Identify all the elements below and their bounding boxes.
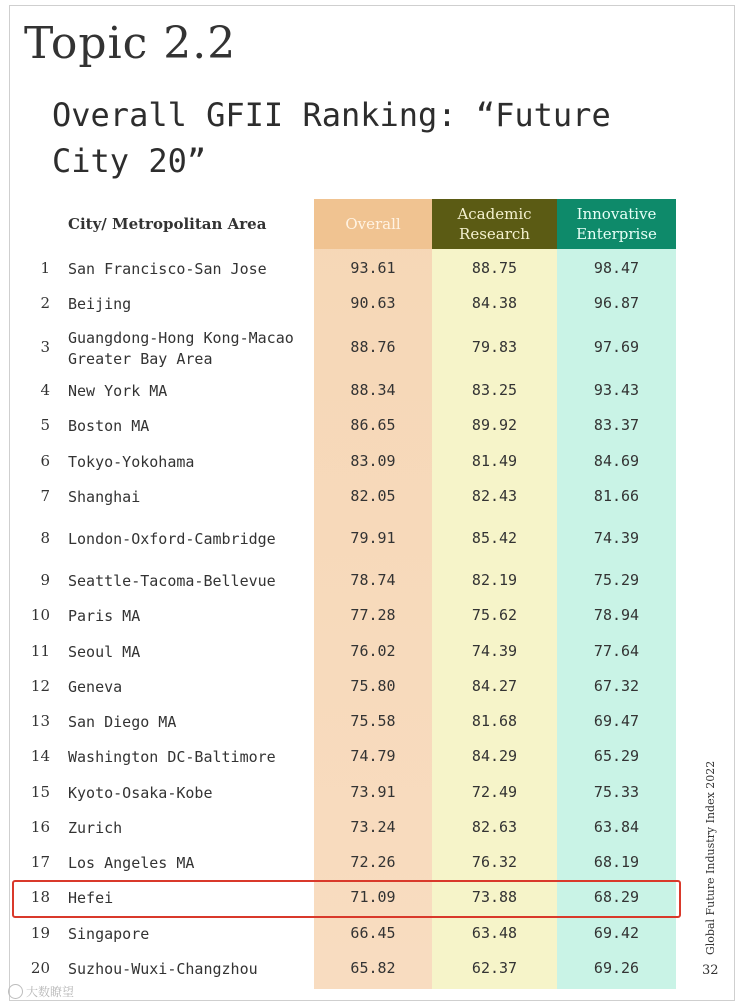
- overall-cell: 93.61: [350, 259, 396, 277]
- rank-cell: 15: [30, 783, 50, 801]
- rank-cell: 17: [30, 853, 50, 871]
- innovative-cell: 69.26: [593, 959, 640, 977]
- academic-cell: 73.88: [471, 888, 518, 906]
- innovative-cell: 67.32: [593, 677, 640, 695]
- innovative-cell: 96.87: [593, 294, 640, 312]
- academic-cell: 82.19: [471, 571, 518, 589]
- academic-header-line-2: Research: [459, 225, 530, 243]
- city-cell: London-Oxford-Cambridge: [68, 530, 276, 548]
- page-number: 32: [702, 963, 719, 978]
- city-cell: Seattle-Tacoma-Bellevue: [68, 572, 276, 590]
- academic-cell: 81.68: [471, 712, 518, 730]
- city-cell: Kyoto-Osaka-Kobe: [68, 784, 213, 802]
- rank-cell: 2: [40, 294, 50, 312]
- academic-cell: 84.27: [471, 677, 518, 695]
- academic-cell: 84.29: [471, 747, 518, 765]
- innovative-cell: 69.42: [593, 924, 640, 942]
- academic-cell: 76.32: [471, 853, 518, 871]
- overall-cell: 75.80: [350, 677, 396, 695]
- rank-cell: 12: [30, 677, 50, 695]
- overall-cell: 75.58: [350, 712, 396, 730]
- academic-cell: 81.49: [471, 452, 518, 470]
- rank-cell: 16: [30, 818, 50, 836]
- rank-cell: 4: [40, 381, 50, 399]
- rank-cell: 18: [30, 888, 50, 906]
- overall-cell: 83.09: [350, 452, 396, 470]
- innovative-cell: 77.64: [593, 642, 640, 660]
- watermark-text: 大数瞭望: [26, 985, 75, 999]
- rank-cell: 20: [30, 959, 50, 977]
- city-cell: Geneva: [68, 678, 123, 696]
- academic-cell: 75.62: [471, 606, 518, 624]
- overall-cell: 86.65: [350, 416, 396, 434]
- innovative-cell: 83.37: [593, 416, 640, 434]
- rank-cell: 5: [40, 416, 50, 434]
- overall-cell: 66.45: [350, 924, 396, 942]
- academic-cell: 79.83: [471, 338, 518, 356]
- overall-cell: 71.09: [350, 888, 396, 906]
- rank-cell: 14: [30, 747, 50, 765]
- innovative-cell: 93.43: [593, 381, 640, 399]
- academic-cell: 62.37: [471, 959, 518, 977]
- innovative-cell: 68.19: [593, 853, 640, 871]
- rank-cell: 11: [30, 642, 50, 660]
- city-cell: Singapore: [68, 925, 150, 943]
- rank-cell: 13: [30, 712, 50, 730]
- academic-cell: 84.38: [471, 294, 518, 312]
- city-column-header: City/ Metropolitan Area: [68, 215, 267, 233]
- rank-cell: 9: [40, 571, 50, 589]
- rank-cell: 1: [40, 259, 50, 277]
- overall-cell: 88.34: [350, 381, 396, 399]
- academic-cell: 85.42: [471, 529, 518, 547]
- watermark: [8, 983, 74, 1000]
- innovative-cell: 75.33: [593, 783, 640, 801]
- rank-cell: 8: [40, 529, 50, 547]
- city-cell: San Francisco-San Jose: [68, 260, 267, 278]
- watermark-logo-icon: [8, 984, 23, 999]
- overall-cell: 74.79: [350, 747, 396, 765]
- overall-header-label: Overall: [345, 215, 401, 233]
- city-cell: Boston MA: [68, 417, 150, 435]
- city-cell: Suzhou-Wuxi-Changzhou: [68, 960, 258, 978]
- city-cell: San Diego MA: [68, 713, 177, 731]
- academic-cell: 83.25: [471, 381, 518, 399]
- academic-cell: 72.49: [471, 783, 518, 801]
- side-caption: Global Future Industry Index 2022: [704, 760, 717, 955]
- rank-cell: 3: [40, 338, 50, 356]
- subtitle-line-2: City 20”: [52, 142, 207, 180]
- rank-cell: 19: [30, 924, 50, 942]
- city-cell: Washington DC-Baltimore: [68, 748, 276, 766]
- innovative-cell: 63.84: [593, 818, 640, 836]
- overall-cell: 78.74: [350, 571, 396, 589]
- city-cell: Los Angeles MA: [68, 854, 195, 872]
- overall-cell: 90.63: [350, 294, 396, 312]
- innovative-cell: 84.69: [593, 452, 640, 470]
- city-cell: Zurich: [68, 819, 123, 837]
- overall-cell: 73.91: [350, 783, 396, 801]
- city-cell: Paris MA: [68, 607, 141, 625]
- city-cell: Tokyo-Yokohama: [68, 453, 195, 471]
- academic-cell: 88.75: [471, 259, 518, 277]
- overall-cell: 65.82: [350, 959, 396, 977]
- overall-cell: 76.02: [350, 642, 396, 660]
- rank-cell: 7: [40, 487, 50, 505]
- academic-cell: 82.63: [471, 818, 518, 836]
- city-cell: New York MA: [68, 382, 168, 400]
- innovative-cell: 65.29: [593, 747, 640, 765]
- overall-cell: 79.91: [350, 529, 396, 547]
- city-cell: Hefei: [68, 889, 114, 907]
- overall-cell: 73.24: [350, 818, 396, 836]
- innovative-cell: 69.47: [593, 712, 640, 730]
- city-cell: Guangdong-Hong Kong-Macao Greater Bay Area: [68, 329, 294, 368]
- innovative-header-line-2: Enterprise: [576, 225, 657, 243]
- academic-cell: 63.48: [471, 924, 518, 942]
- innovative-cell: 75.29: [593, 571, 640, 589]
- innovative-cell: 97.69: [593, 338, 640, 356]
- academic-header-line-1: Academic: [457, 205, 532, 223]
- innovative-header-line-1: Innovative: [576, 205, 657, 223]
- overall-cell: 77.28: [350, 606, 396, 624]
- overall-cell: 88.76: [350, 338, 396, 356]
- overall-cell: 72.26: [350, 853, 396, 871]
- innovative-cell: 98.47: [593, 259, 640, 277]
- city-cell: Seoul MA: [68, 643, 141, 661]
- rank-cell: 6: [40, 452, 50, 470]
- topic-title: Topic 2.2: [24, 18, 237, 69]
- city-cell: Beijing: [68, 295, 132, 313]
- academic-cell: 74.39: [471, 642, 518, 660]
- innovative-cell: 74.39: [593, 529, 640, 547]
- academic-cell: 82.43: [471, 487, 518, 505]
- innovative-cell: 81.66: [593, 487, 640, 505]
- rank-cell: 10: [30, 606, 50, 624]
- city-cell: Shanghai: [68, 488, 141, 506]
- innovative-cell: 78.94: [593, 606, 640, 624]
- innovative-cell: 68.29: [593, 888, 640, 906]
- hefei-highlight-box: [12, 880, 681, 918]
- academic-cell: 89.92: [471, 416, 518, 434]
- subtitle-line-1: Overall GFII Ranking: “Future: [52, 96, 611, 134]
- overall-cell: 82.05: [350, 487, 396, 505]
